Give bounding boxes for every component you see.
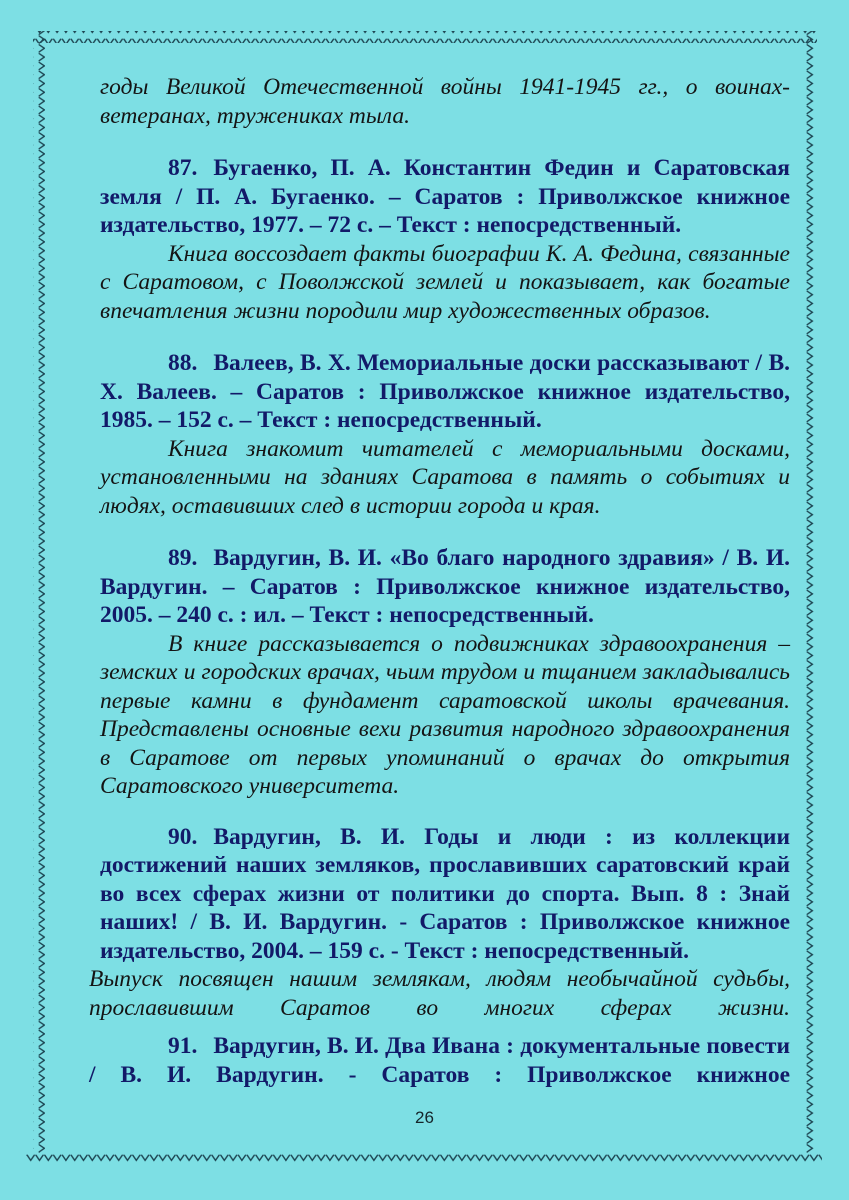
entry-90-annotation: Выпуск посвящен нашим землякам, людям необычайной судьбы, прославившим Саратов во многих сферах жизни. xyxy=(89,966,790,1021)
entry-89-number: 89. xyxy=(168,545,198,571)
border-top xyxy=(33,31,817,43)
entry-87-citation xyxy=(100,154,790,240)
entry-87-annotation: Книга воссоздает факты биографии К. А. Федина, связанные с Саратовом, с Поволжской землей и показывает, как богатые впечатления жизни породили мир художественных образов. xyxy=(100,240,790,324)
entry-90-number: 90. xyxy=(168,823,198,850)
entry-91-text: Вардугин, В. И. Два Ивана : документальные повести / В. И. Вардугин. - Саратов : Приволжское книжное xyxy=(89,1033,790,1088)
border-left xyxy=(33,31,45,1153)
continuation-paragraph: годы Великой Отечественной войны 1941-1945 гг., о воинах-ветеранах, тружениках тыла. xyxy=(100,74,790,129)
entry-91-number: 91. xyxy=(168,1033,198,1059)
bibliography-content xyxy=(89,73,790,1089)
entry-90-citation xyxy=(100,823,790,966)
entry-87-number: 87. xyxy=(168,155,198,181)
entry-89-annotation: В книге рассказывается о подвижниках здравоохранения – земских и городских врачах, чьим трудом и тщанием закладывались первые камни в фундамент саратовской школы врачевания. Представлены основные вехи развития народного здравоохранения в Саратове от первых упоминаний о врачах до открытия Саратовского университета. xyxy=(100,630,790,799)
entry-90-text: Вардугин, В. И. Годы и люди : из коллекции достижений наших земляков, прославивших саратовский край во всех сферах жизни от политики до спорта. Вып. 8 : Знай наших! / В. И. Вардугин. - Саратов : Приволжское книжное издательство, 2004. – 159 с. - Текст : непосредственный. xyxy=(100,823,790,964)
entry-89-text: Вардугин, В. И. «Во благо народного здравия» / В. И. Вардугин. – Саратов : Приволжское книжное издательство, 2005. – 240 с. : ил. – Текст : непосредственный. xyxy=(100,545,790,628)
page-number: 26 xyxy=(415,1108,434,1127)
entry-91-citation xyxy=(89,1032,790,1089)
border-bottom xyxy=(26,1153,822,1165)
border-right xyxy=(805,31,817,1153)
entry-89-citation xyxy=(100,544,790,630)
entry-87-text: Бугаенко, П. А. Константин Федин и Саратовская земля / П. А. Бугаенко. – Саратов : Приволжское книжное издательство, 1977. – 72 с. – Текст : непосредственный. xyxy=(100,155,790,238)
entry-88-citation xyxy=(100,349,790,435)
entry-88-text: Валеев, В. Х. Мемориальные доски рассказывают / В. Х. Валеев. – Саратов : Приволжское книжное издательство, 1985. – 152 с. – Текст : непосредственный. xyxy=(100,350,790,433)
entry-88-annotation: Книга знакомит читателей с мемориальными досками, установленными на зданиях Саратова в память о событиях и людях, оставивших след в истории города и края. xyxy=(100,435,790,519)
entry-88-number: 88. xyxy=(168,350,198,376)
